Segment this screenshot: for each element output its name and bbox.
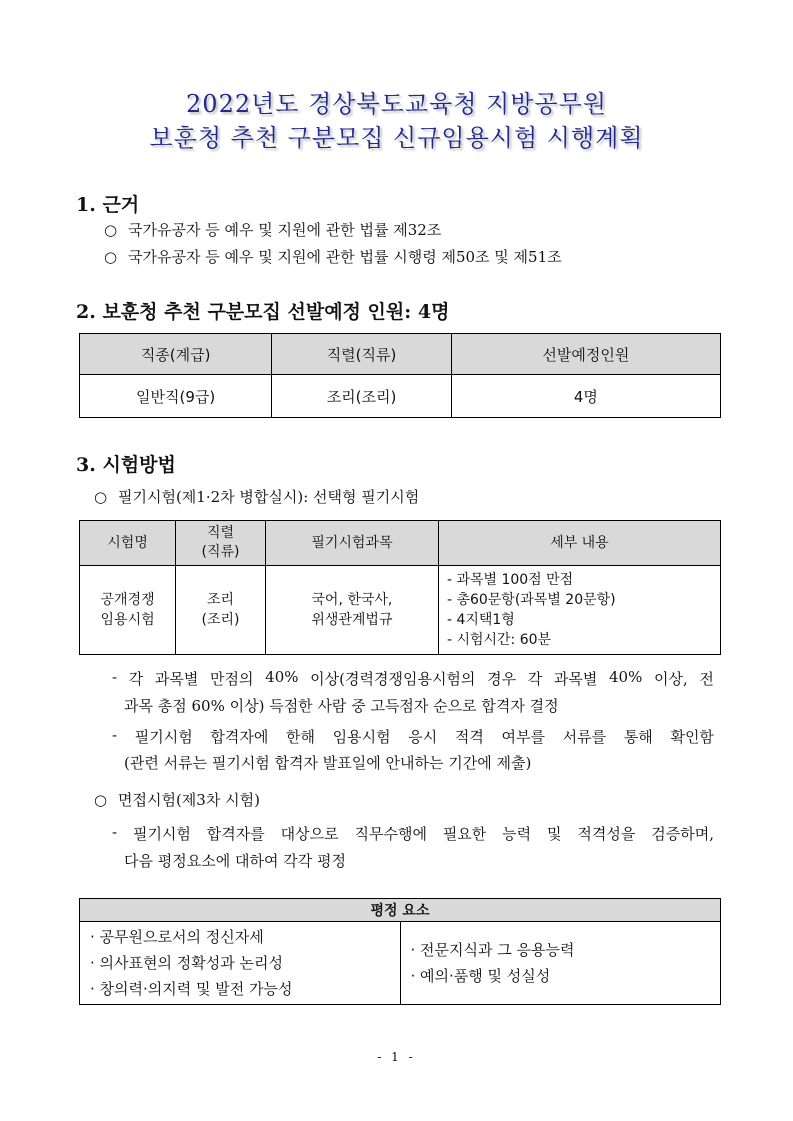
table-header: 세부 내용 [438,521,720,566]
circle-bullet-icon: ○ [104,248,118,266]
table-header: 평정 요소 [80,899,721,922]
section2-heading: 2. 보훈청 추천 구분모집 선발예정 인원: 4명 [76,301,450,323]
exam-name-cell: 공개경쟁 임용시험 [80,566,176,655]
document-title-line2: 보훈청 추천 구분모집 신규임용시험 시행계획 [149,124,644,152]
table-header: 시험명 [80,521,176,566]
circle-bullet-icon: ○ [94,488,108,506]
table-header: 직렬 (직류) [176,521,266,566]
document-title-line1: 2022년도 경상북도교육청 지방공무원 [186,90,607,118]
table-cell: 4명 [451,375,720,418]
table-row [80,922,721,1005]
table-row [80,566,721,655]
table-header: 선발예정인원 [451,334,720,375]
note1-line2: 과목 총점 60% 이상) 득점한 사람 중 고득점자 순으로 합격자 결정 [124,697,559,715]
eval-right-cell: · 전문지식과 그 응용능력 · 예의·품행 및 성실성 [400,922,721,1005]
table-header: 직종(계급) [80,334,272,375]
written-exam-intro: ○ 필기시험(제1·2차 병합실시): 선택형 필기시험 [94,488,420,506]
interview-intro: ○ 면접시험(제3차 시험) [94,791,260,809]
section1-heading: 1. 근거 [76,194,140,216]
details-cell: - 과목별 100점 만점 - 총60문항(과목별 20문항) - 4지택1형 - 시험시간: 60분 [438,566,720,655]
subjects-cell: 국어, 한국사, 위생관계법규 [265,566,438,655]
circle-bullet-icon: ○ [94,791,108,809]
evaluation-table [79,898,721,1005]
legal-basis-item: ○ 국가유공자 등 예우 및 지원에 관한 법률 시행령 제50조 및 제51조 [104,248,562,266]
page-number: - 1 - [377,1050,416,1064]
note2-line1: - 필기시험 합격자에 한해 임용시험 응시 적격 여부를 서류를 통해 확인함 [112,726,714,746]
section3-heading: 3. 시험방법 [76,454,176,476]
note1-line1: - 각 과목별 만점의 40% 이상(경력경쟁임용시험의 경우 각 과목별 40% 이상, 전 [112,668,714,688]
interview-note-line1: - 필기시험 합격자를 대상으로 직무수행에 필요한 능력 및 적격성을 검증하며, [112,823,714,843]
recruitment-table [79,333,721,418]
table-header: 필기시험과목 [265,521,438,566]
eval-left-cell: · 공무원으로서의 정신자세 · 의사표현의 정확성과 논리성 · 창의력·의지력 및 발전 가능성 [80,922,401,1005]
table-header: 직렬(직류) [272,334,451,375]
interview-note-line2: 다음 평정요소에 대하여 각각 평정 [124,852,346,870]
legal-basis-item: ○ 국가유공자 등 예우 및 지원에 관한 법률 제32조 [104,221,442,239]
exam-method-table [79,520,721,655]
series-cell: 조리 (조리) [176,566,266,655]
circle-bullet-icon: ○ [104,221,118,239]
table-cell: 조리(조리) [272,375,451,418]
table-row [80,375,721,418]
note2-line2: (관련 서류는 필기시험 합격자 발표일에 안내하는 기간에 제출) [124,754,532,772]
table-cell: 일반직(9급) [80,375,272,418]
